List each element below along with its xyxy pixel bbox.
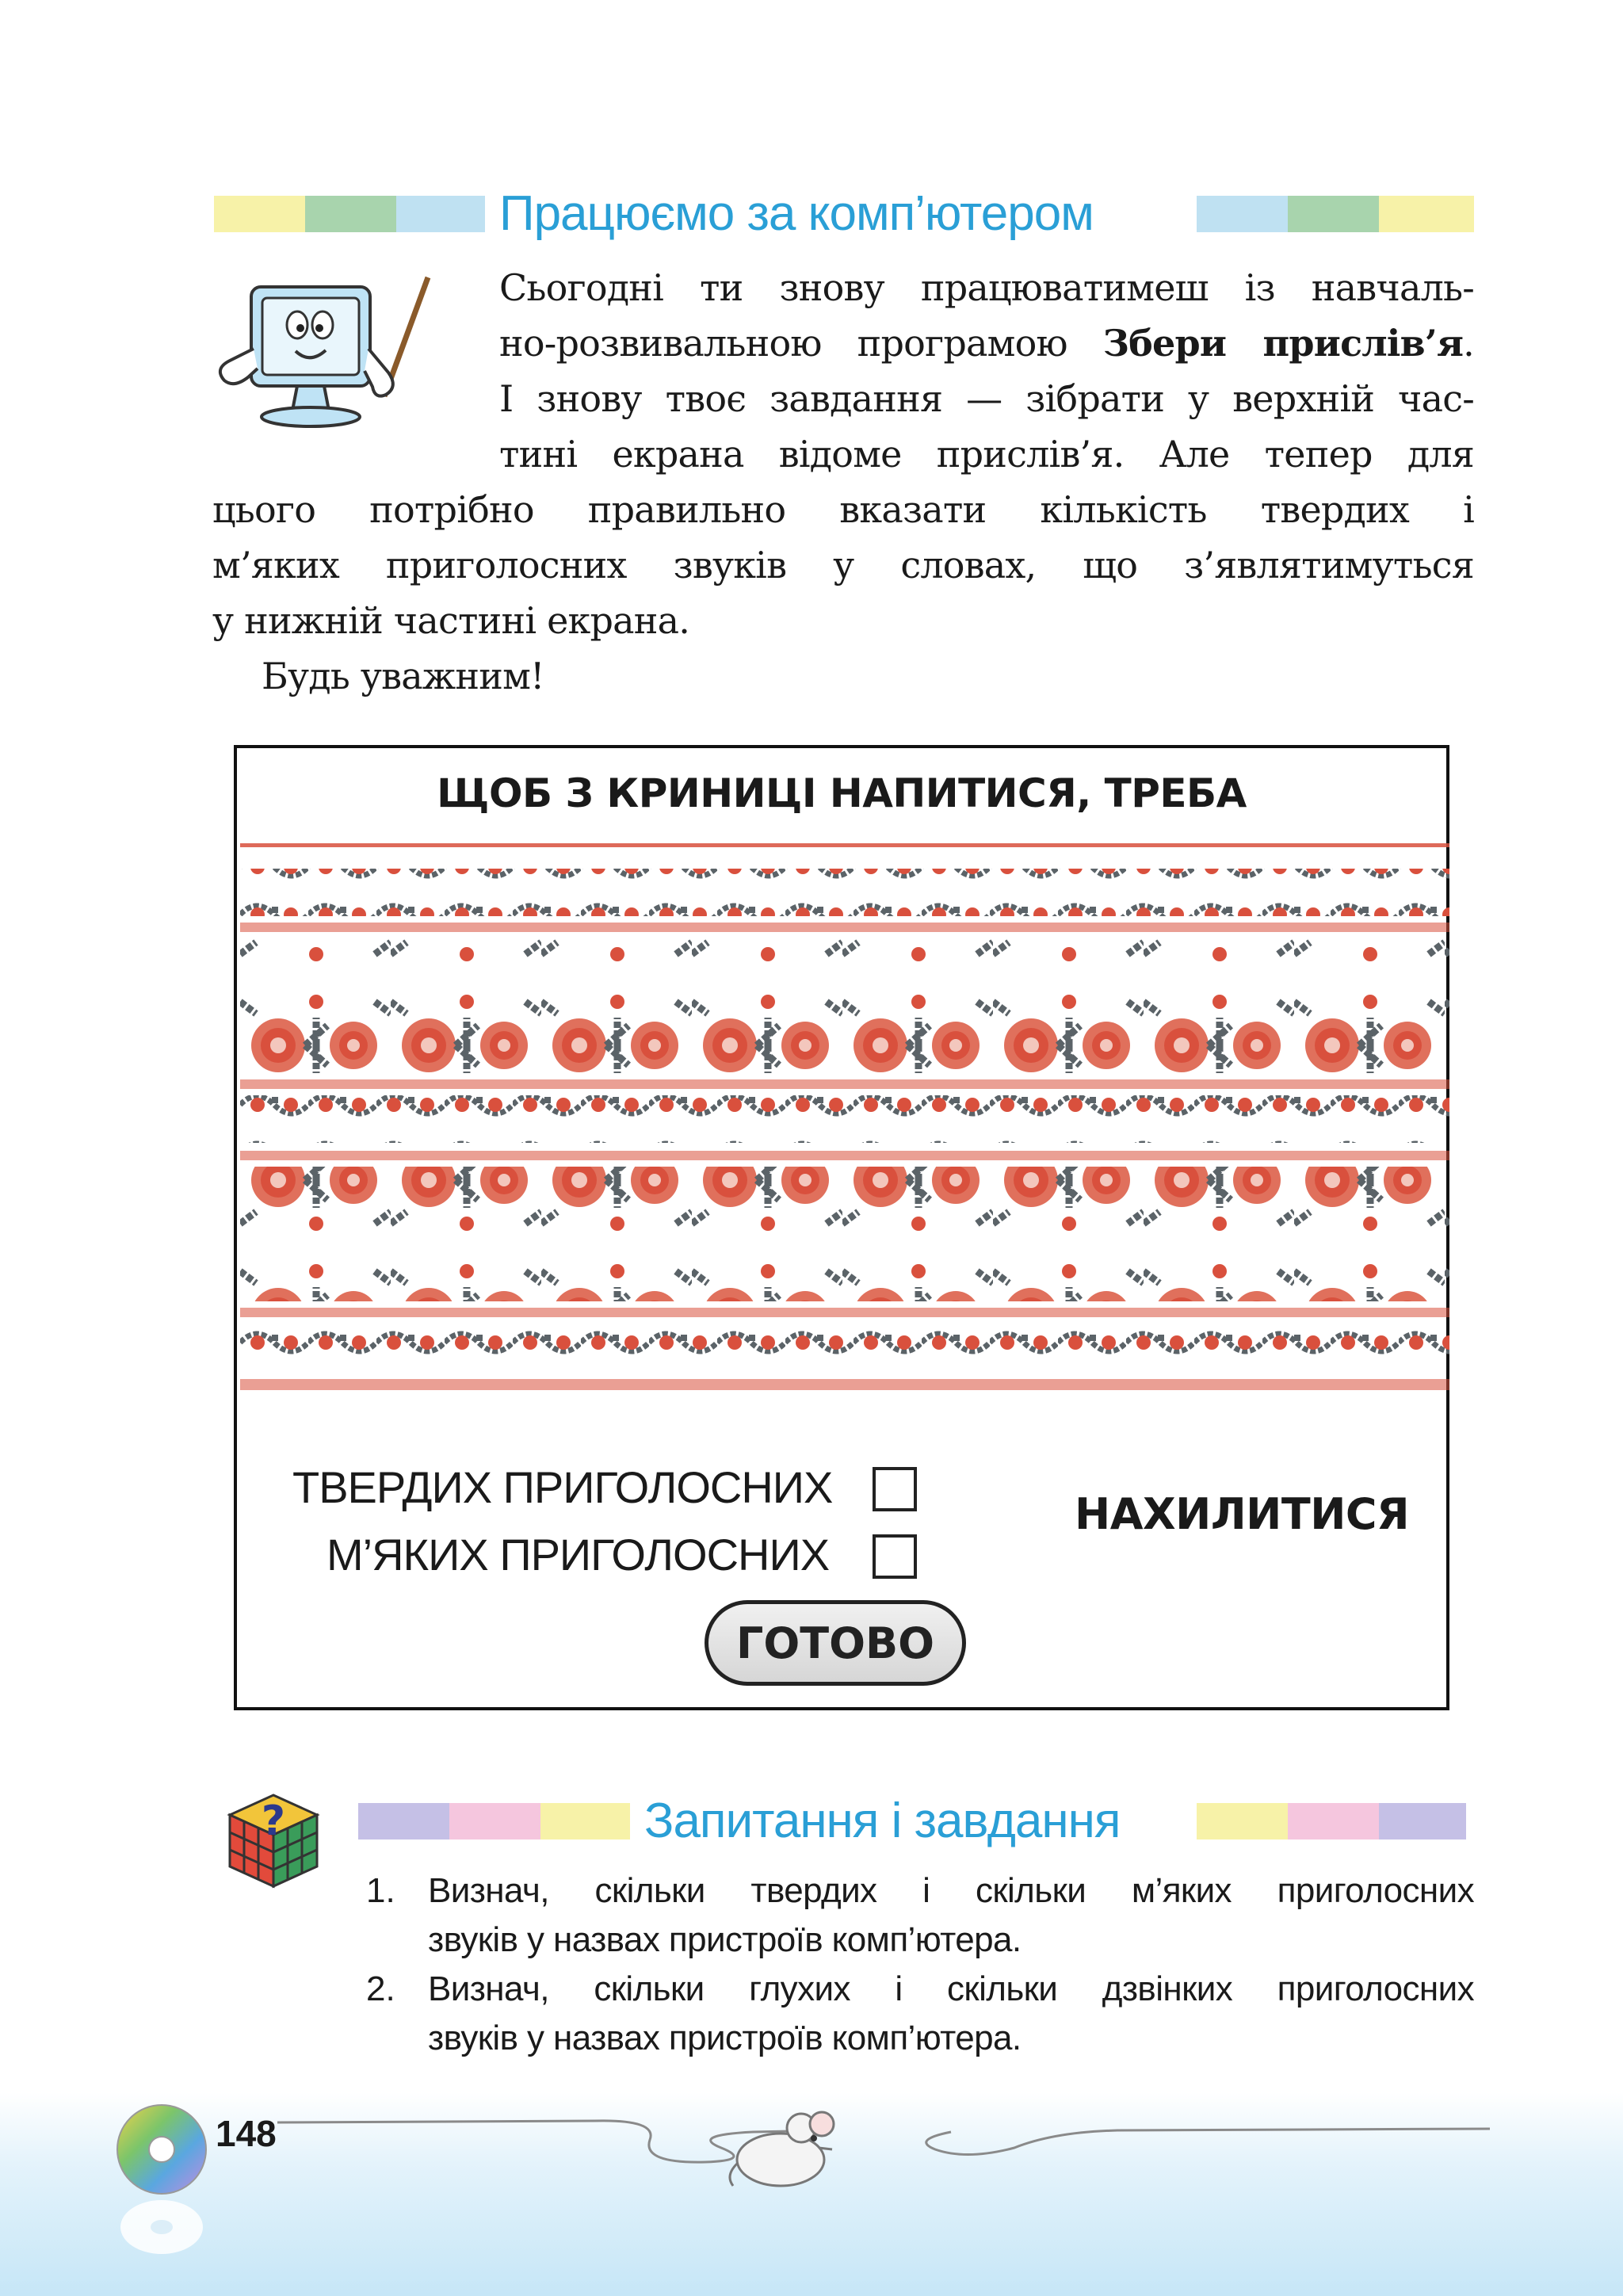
- intro-line-2-pre: но-розвивальною програмою: [499, 322, 1103, 365]
- ready-button[interactable]: ГОТОВО: [705, 1600, 966, 1686]
- question-1: [428, 1866, 1474, 1965]
- header-bar-green: [305, 196, 396, 232]
- question-2-number: 2.: [366, 1969, 395, 2008]
- header-bar-green-right: [1288, 196, 1379, 232]
- header-bar-blue: [396, 196, 499, 232]
- intro-line-6: м’яких приголосних звуків у словах, що з’являтимуться: [212, 544, 1474, 586]
- question-1-line-1: Визнач, скільки твердих і скільки м’яких приголосних: [428, 1871, 1474, 1910]
- svg-text:?: ?: [261, 1797, 286, 1845]
- page-number: 148: [216, 2113, 277, 2154]
- embroidery-pattern: [240, 843, 1449, 1390]
- intro-line-4: тині екрана відоме прислів’я. Але тепер для: [499, 433, 1474, 476]
- intro-line-2: [499, 315, 1474, 371]
- question-2: [428, 1965, 1474, 2063]
- q-header-bar-yellow-right: [1197, 1803, 1288, 1839]
- question-1-line-2: звуків у назвах пристроїв комп’ютера.: [428, 1920, 1022, 1959]
- computer-mascot-icon: [210, 269, 440, 432]
- header-bar-yellow-right: [1379, 196, 1474, 232]
- question-2-line-2: звуків у назвах пристроїв комп’ютера.: [428, 2019, 1022, 2057]
- intro-line-1: Сьогодні ти знову працюватимеш із навчаль-: [499, 266, 1474, 309]
- program-screen: [234, 745, 1449, 1710]
- intro-paragraph-top: [499, 260, 1474, 482]
- q-header-bar-violet-right: [1379, 1803, 1466, 1839]
- current-word: НАХИЛИТИСЯ: [1075, 1489, 1410, 1539]
- intro-line-5: цього потрібно правильно вказати кількість твердих і: [212, 488, 1474, 531]
- section-title-computer: Працюємо за комп’ютером: [485, 186, 1108, 242]
- header-bar-yellow: [214, 196, 305, 232]
- program-name: Збери прислів’я: [1102, 322, 1464, 365]
- mouse-cable-decoration: [277, 2100, 1490, 2187]
- soft-consonants-label: М’ЯКИХ ПРИГОЛОСНИХ: [327, 1530, 830, 1580]
- proverb-text: ЩОБ З КРИНИЦІ НАПИТИСЯ, ТРЕБА: [437, 770, 1247, 816]
- mouse-icon: [725, 2100, 844, 2191]
- intro-line-7: у нижній частині екрана.: [212, 599, 690, 642]
- question-1-number: 1.: [366, 1871, 395, 1910]
- q-header-bar-pink: [449, 1803, 540, 1839]
- section-title-questions: Запитання і завдання: [630, 1794, 1134, 1849]
- soft-consonants-checkbox[interactable]: [873, 1534, 917, 1579]
- hard-consonants-label: ТВЕРДИХ ПРИГОЛОСНИХ: [292, 1462, 833, 1512]
- header-bar-blue-right: [1197, 196, 1288, 232]
- cd-disc-icon: [113, 2100, 212, 2259]
- hard-consonants-checkbox[interactable]: [873, 1467, 917, 1511]
- intro-paragraph-bottom: [212, 482, 1474, 704]
- q-header-bar-pink-right: [1288, 1803, 1379, 1839]
- intro-line-8: Будь уважним!: [262, 655, 544, 697]
- intro-line-3: І знову твоє завдання — зібрати у верхній час-: [499, 377, 1474, 420]
- q-header-bar-violet: [358, 1803, 449, 1839]
- q-header-bar-yellow: [540, 1803, 643, 1839]
- rubik-cube-icon: [222, 1787, 325, 1890]
- question-2-line-1: Визнач, скільки глухих і скільки дзвінких приголосних: [428, 1969, 1474, 2008]
- intro-line-2-post: .: [1463, 322, 1474, 365]
